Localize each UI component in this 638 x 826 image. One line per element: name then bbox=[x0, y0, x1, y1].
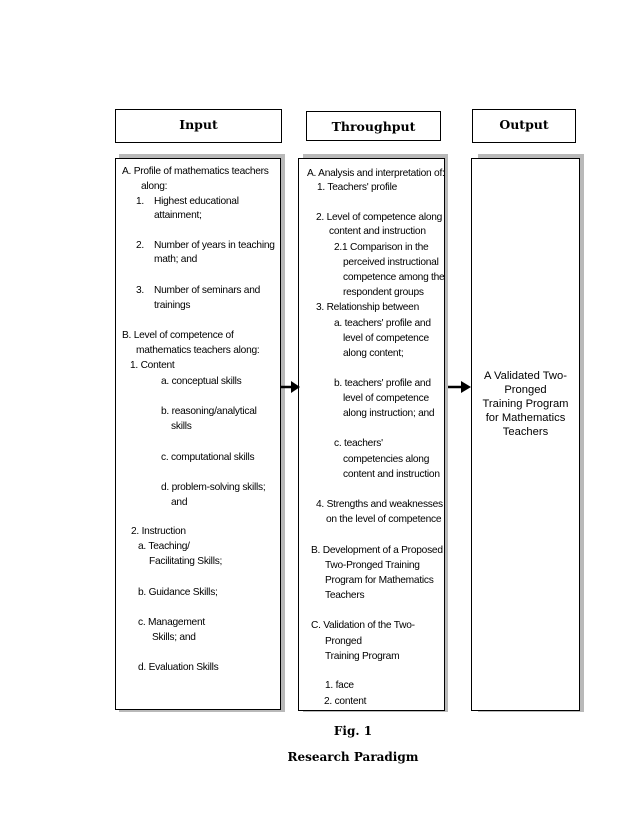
input-line: Facilitating Skills; bbox=[149, 556, 223, 567]
input-line: Number of seminars and bbox=[154, 285, 261, 296]
throughput-line: content and instruction bbox=[329, 226, 426, 237]
arrow-right-icon bbox=[279, 380, 301, 394]
input-line: 2. Instruction bbox=[131, 526, 186, 537]
throughput-line: 2. content bbox=[324, 696, 367, 707]
input-line: Skills; and bbox=[152, 632, 196, 643]
input-line: c. Management bbox=[138, 617, 205, 628]
throughput-line: respondent groups bbox=[343, 287, 424, 298]
throughput-line: 1. Teachers' profile bbox=[317, 182, 398, 193]
throughput-line: 4. Strengths and weaknesses bbox=[316, 499, 443, 510]
input-line: b. Guidance Skills; bbox=[138, 587, 218, 598]
output-line: Pronged bbox=[504, 384, 547, 396]
throughput-line: competence among the bbox=[343, 272, 445, 283]
throughput-line: b. teachers' profile and bbox=[334, 378, 431, 389]
throughput-line: along instruction; and bbox=[343, 408, 435, 419]
throughput-line: level of competence bbox=[343, 333, 429, 344]
throughput-line: 1. face bbox=[325, 680, 354, 691]
output-box bbox=[471, 158, 580, 711]
throughput-line: Program for Mathematics bbox=[325, 575, 434, 586]
throughput-line: Training Program bbox=[325, 651, 400, 662]
throughput-line: c. teachers' bbox=[334, 438, 383, 449]
input-line: attainment; bbox=[154, 210, 202, 221]
throughput-line: B. Development of a Proposed bbox=[311, 545, 443, 556]
input-line: 3. bbox=[136, 285, 144, 296]
throughput-line: A. Analysis and interpretation of: bbox=[307, 168, 445, 179]
throughput-line: a. teachers' profile and bbox=[334, 318, 431, 329]
input-line: A. Profile of mathematics teachers bbox=[122, 166, 269, 177]
input-line: d. Evaluation Skills bbox=[138, 662, 219, 673]
throughput-line: Pronged bbox=[325, 636, 362, 647]
input-line: trainings bbox=[154, 300, 191, 311]
arrow-right-icon bbox=[446, 380, 472, 394]
input-header: Input bbox=[115, 109, 282, 143]
input-line: 1. bbox=[136, 196, 144, 207]
input-line: c. computational skills bbox=[161, 452, 255, 463]
throughput-line: competencies along bbox=[343, 454, 430, 465]
throughput-line: along content; bbox=[343, 348, 404, 359]
input-line: d. problem-solving skills; bbox=[161, 482, 266, 493]
input-line: a. conceptual skills bbox=[161, 376, 242, 387]
input-line: Number of years in teaching bbox=[154, 240, 275, 251]
throughput-line: 2.1 Comparison in the bbox=[334, 242, 429, 253]
input-line: 1. Content bbox=[130, 360, 175, 371]
throughput-line: Teachers bbox=[325, 590, 365, 601]
throughput-line: 3. Relationship between bbox=[316, 302, 419, 313]
throughput-line: perceived instructional bbox=[343, 257, 439, 268]
input-line: math; and bbox=[154, 254, 198, 265]
figure-title: Research Paradigm bbox=[287, 750, 419, 764]
throughput-header: Throughput bbox=[306, 111, 441, 141]
output-line: A Validated Two- bbox=[484, 370, 567, 382]
output-text bbox=[472, 369, 579, 439]
input-line: along: bbox=[141, 181, 168, 192]
input-line: a. Teaching/ bbox=[138, 541, 190, 552]
throughput-box bbox=[298, 158, 445, 711]
output-line: Teachers bbox=[502, 426, 549, 438]
figure-number: Fig. 1 bbox=[333, 724, 373, 738]
throughput-line: content and instruction bbox=[343, 469, 440, 480]
input-line: mathematics teachers along: bbox=[136, 345, 260, 356]
output-line: Training Program bbox=[482, 398, 569, 410]
input-line: B. Level of competence of bbox=[122, 330, 234, 341]
throughput-line: on the level of competence bbox=[326, 514, 442, 525]
input-line: Highest educational bbox=[154, 196, 239, 207]
input-line: skills bbox=[171, 421, 192, 432]
output-header: Output bbox=[472, 109, 576, 143]
input-line: and bbox=[171, 497, 188, 508]
output-line: for Mathematics bbox=[485, 412, 566, 424]
throughput-line: Two-Pronged Training bbox=[325, 560, 420, 571]
throughput-line: level of competence bbox=[343, 393, 429, 404]
throughput-line: 2. Level of competence along bbox=[316, 212, 443, 223]
input-line: b. reasoning/analytical bbox=[161, 406, 257, 417]
throughput-line: C. Validation of the Two- bbox=[311, 620, 415, 631]
input-line: 2. bbox=[136, 240, 144, 251]
input-box bbox=[115, 158, 281, 710]
